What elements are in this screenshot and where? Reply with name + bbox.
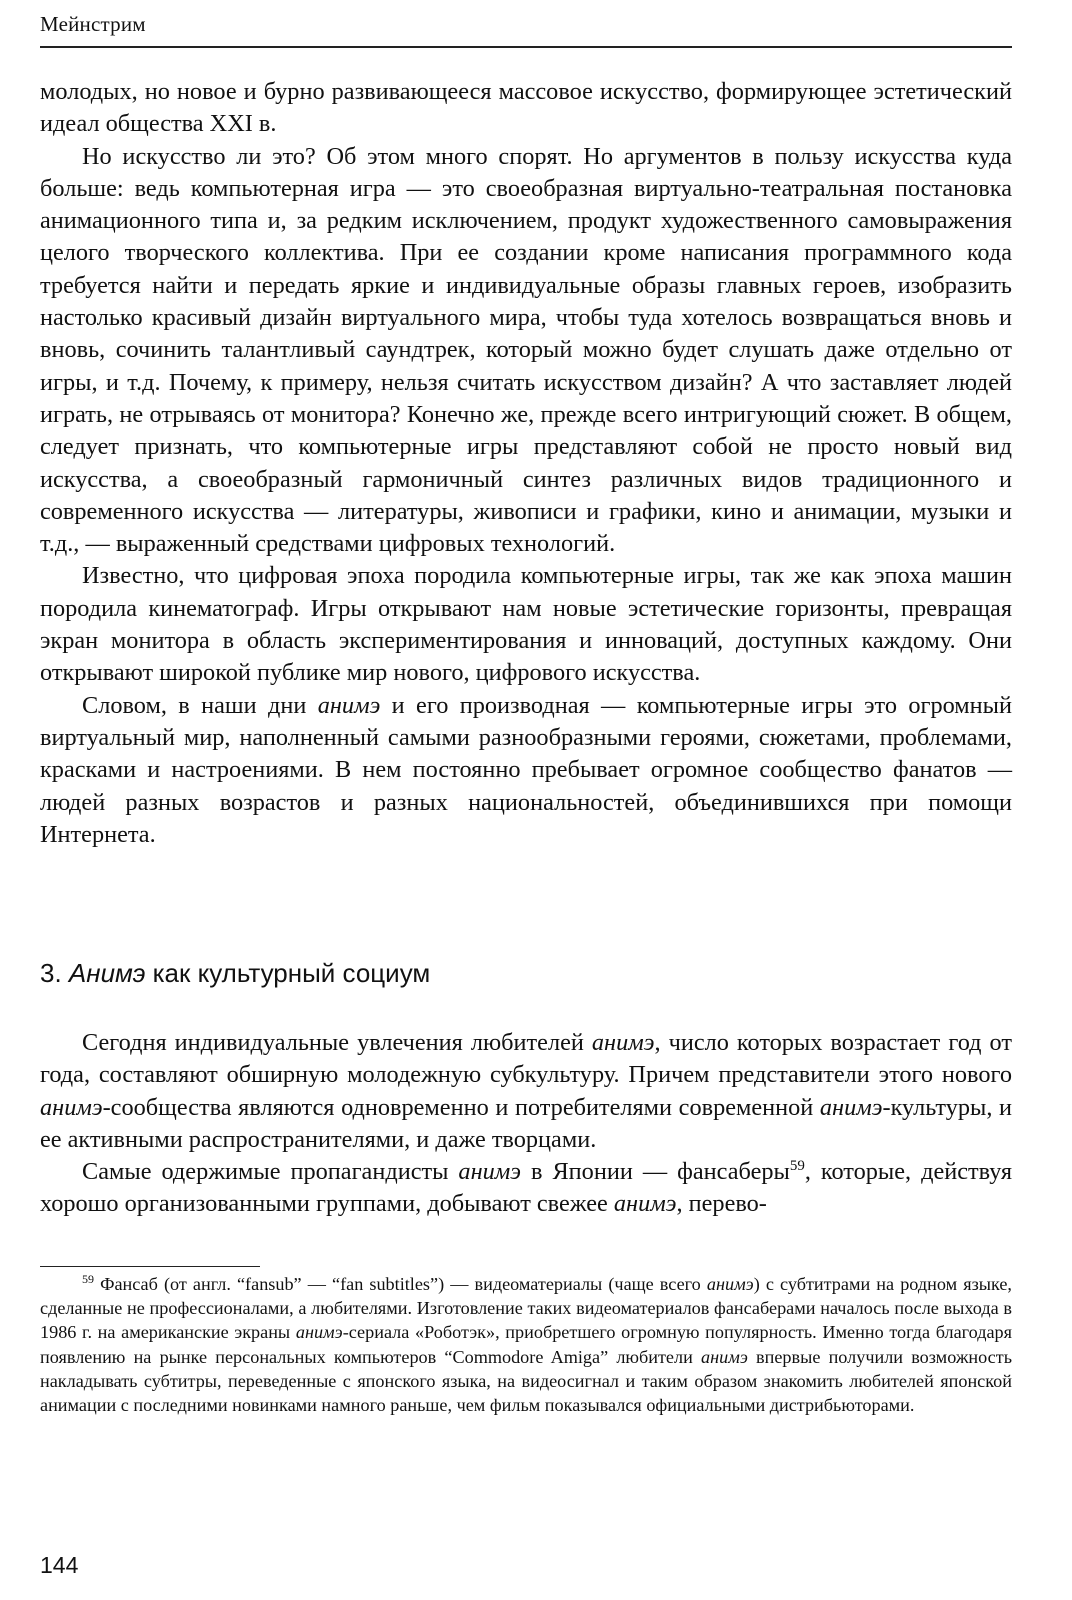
- paragraph: Известно, что цифровая эпоха породила компьютерные игры, так же как эпоха машин породила кинематограф. Игры открывают нам новые эстетические горизонты, превращая экран монитора в область экспериментирования и инноваций, доступных каждому. Они открывают широкой публике мир нового, цифрового искусства.: [40, 562, 1012, 687]
- page-number: 144: [40, 1552, 79, 1578]
- paragraph: Сегодня индивидуальные увлечения любителей анимэ, число которых возрастает год от года, составляют обширную молодежную субкультуру. Причем представители этого нового анимэ-сообщества являются одновременно и потребителями современной анимэ-культуры, и ее активными распространителями, и даже творцами.: [40, 1029, 1012, 1153]
- footnote: $^{59}$ Фансаб (от англ. “fansub” — “fan subtitles”) — видеоматериалы (чаще всего анимэ) с субтитрами на родном языке, сделанные не профессионалами, а любителями. Изготовление таких видеоматериалов фансаберами началось после выхода в 1986 г. на американские экраны анимэ-сериала «Роботэк», приобретшего огромную популярность. Именно тогда благодаря появлению на рынке персональных компьютеров “Commodore Amiga” любители анимэ впервые получили возможность накладывать субтитры, переведенные с японского языка, на видеосигнал и таким образом знакомить любителей японской анимации с последними новинками намного раньше, чем фильм показывался официальными дистрибьюторами.: [40, 1271, 1012, 1416]
- paragraph: Но искусство ли это? Об этом много спорят. Но аргументов в пользу искусства куда больше: ведь компьютерная игра — это своеобразная виртуально-театральная постановка анимационного типа и, за редким исключением, продукт художественного самовыражения целого творческого коллектива. При ее создании кроме написания программного кода требуется найти и передать яркие и индивидуальные образы главных героев, изобразить настолько красивый дизайн виртуального мира, чтобы туда хотелось возвращаться вновь и вновь, сочинить талантливый саундтрек, который можно будет слушать даже отдельно от игры, и т.д. Почему, к примеру, нельзя считать искусством дизайн? А что заставляет людей играть, не отрываясь от монитора? Конечно же, прежде всего интригующий сюжет. В общем, следует признать, что компьютерные игры представляют собой не просто новый вид искусства, а своеобразный гармоничный синтез различных видов традиционного и современного искусства — литературы, живописи и графики, кино и анимации, музыки и т.д., — выраженный средствами цифровых технологий.: [40, 142, 1012, 558]
- main-text: [40, 76, 1012, 851]
- paragraph: Словом, в наши дни анимэ и его производная — компьютерные игры это огромный виртуальный мир, наполненный самыми разнообразными героями, сюжетами, проблемами, красками и настроениями. В нем постоянно пребывает огромное сообщество фанатов — людей разных возрастов и разных национальностей, объединившихся при помощи Интернета.: [40, 691, 1012, 848]
- footnote-reference: 59: [789, 1158, 805, 1175]
- section-text: [40, 1027, 1012, 1221]
- section-heading: 3. Анимэ как культурный социум: [40, 958, 431, 988]
- running-title: Мейнстрим: [40, 12, 146, 36]
- paragraph: Самые одержимые пропагандисты анимэ в Японии — фансаберы$^{59}$, которые, действуя хорошо организованными группами, добывают свежее анимэ, перево-: [40, 1158, 1012, 1218]
- paragraph-continued: молодых, но новое и бурно развивающееся массовое искусство, формирующее эстетический идеал общества XXI в.: [40, 78, 1012, 138]
- footnote-rule: [40, 1266, 260, 1267]
- header-rule: [40, 46, 1012, 48]
- footnote-marker: 59: [82, 1271, 94, 1286]
